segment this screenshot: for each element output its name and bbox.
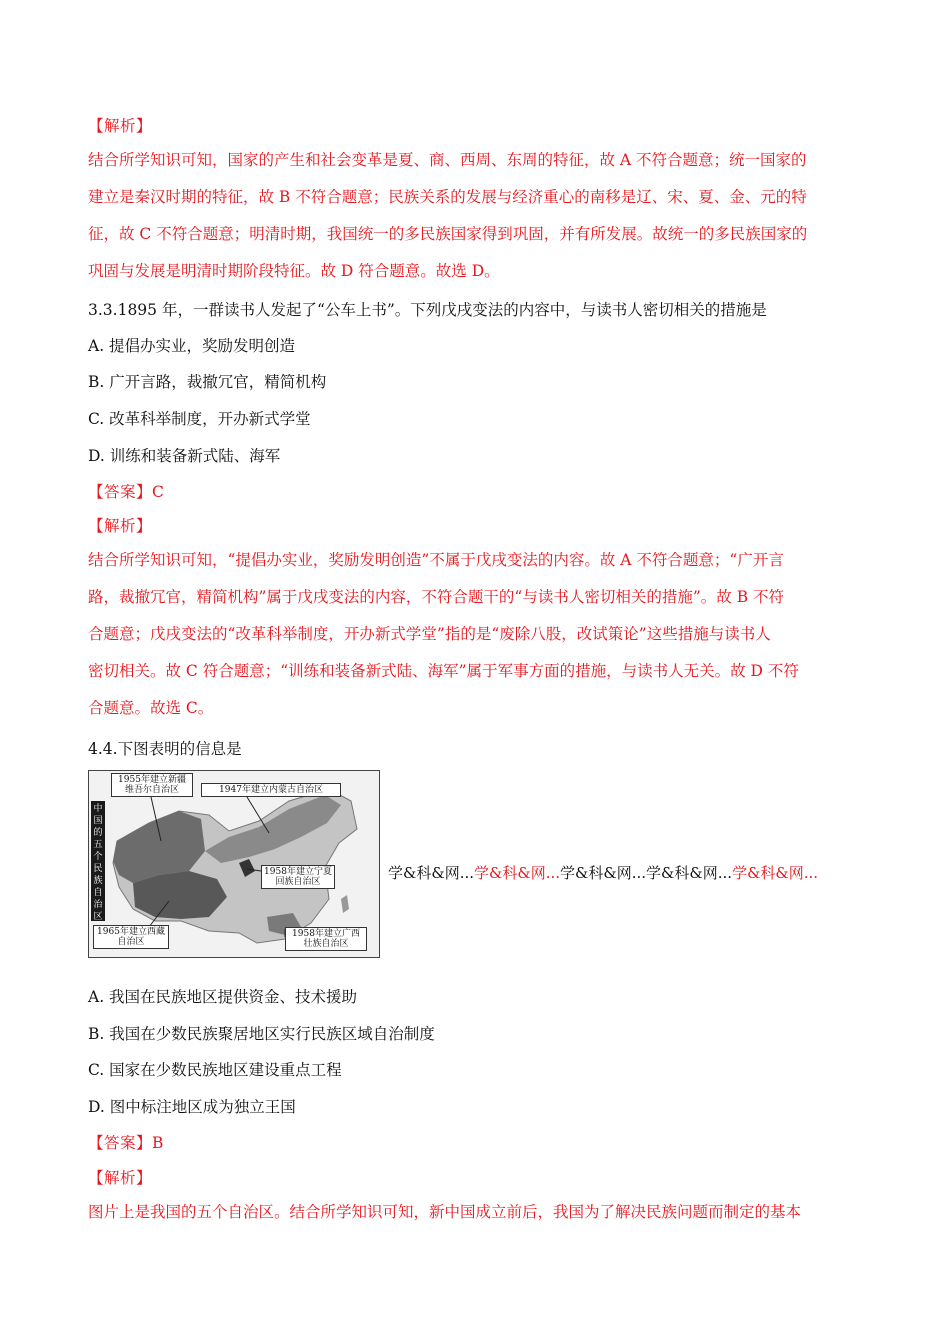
analysis-line: 巩固与发展是明清时期阶段特征。故 D 符合题意。故选 D。 [88, 262, 500, 280]
q4-answer [88, 1133, 866, 1153]
answer-label: 【答案】 [88, 1134, 153, 1152]
q3-option-c: C. 改革科举制度，开办新式学堂 [88, 410, 311, 428]
q3-option-a: A. 提倡办实业，奖励发明创造 [88, 337, 296, 355]
analysis-line: 合题意。故选 C。 [88, 699, 214, 717]
map-label-tibet: 1965年建立西藏自治区 [93, 925, 169, 949]
autonomous-regions-map [88, 770, 380, 958]
jiexi-label-4: 【解析】 [88, 1169, 153, 1187]
map-vertical-title: 中国的五个民族自治区 [93, 804, 103, 922]
watermark-text [388, 863, 818, 883]
analysis-line: 图片上是我国的五个自治区。结合所学知识可知，新中国成立前后，我国为了解决民族问题而制定的基本 [88, 1203, 802, 1221]
map-label-guangxi: 1958年建立广西壮族自治区 [285, 927, 367, 951]
analysis-line: 密切相关。故 C 符合题意；“训练和装备新式陆、海军”属于军事方面的措施，与读书人无关。故 D 不符 [88, 662, 799, 680]
q4-option-b: B. 我国在少数民族聚居地区实行民族区域自治制度 [88, 1025, 435, 1043]
analysis-paragraph-4 [88, 1194, 866, 1231]
question-4-stem: 4.4.下图表明的信息是 [88, 740, 242, 758]
analysis-line: 结合所学知识可知，“提倡办实业，奖励发明创造”不属于戊戌变法的内容。故 A 不符合题意；“广开言 [88, 551, 784, 569]
q3-answer [88, 482, 866, 502]
answer-value: B [152, 1134, 164, 1152]
watermark-segment: 学&科&网... [646, 864, 733, 882]
answer-label: 【答案】 [88, 483, 153, 501]
map-label-inner-mongolia: 1947年建立内蒙古自治区 [201, 783, 341, 797]
question-3-stem: 3.3.1895 年，一群读书人发起了“公车上书”。下列戊戌变法的内容中，与读书人密切相关的措施是 [88, 301, 767, 319]
analysis-paragraph-3 [88, 542, 866, 727]
q4-option-d: D. 图中标注地区成为独立王国 [88, 1098, 296, 1116]
analysis-paragraph-1 [88, 142, 866, 290]
q4-option-c: C. 国家在少数民族地区建设重点工程 [88, 1061, 342, 1079]
watermark-segment: 学&科&网... [474, 864, 561, 882]
q4-option-a: A. 我国在民族地区提供资金、技术援助 [88, 988, 358, 1006]
map-label-xinjiang: 1955年建立新疆维吾尔自治区 [111, 773, 193, 797]
q3-option-d: D. 训练和装备新式陆、海军 [88, 447, 281, 465]
analysis-line: 征，故 C 不符合题意；明清时期，我国统一的多民族国家得到巩固，并有所发展。故统一的多民族国家的 [88, 225, 808, 243]
watermark-segment: 学&科&网... [560, 864, 647, 882]
analysis-line: 路，裁撤冗官，精简机构”属于戊戌变法的内容，不符合题干的“与读书人密切相关的措施”。故 B 不符 [88, 588, 785, 606]
watermark-segment: 学&科&网... [388, 864, 475, 882]
jiexi-label-1: 【解析】 [88, 117, 153, 135]
analysis-line: 结合所学知识可知，国家的产生和社会变革是夏、商、西周、东周的特征，故 A 不符合题意；统一国家的 [88, 151, 807, 169]
q3-option-b: B. 广开言路，裁撤冗官，精简机构 [88, 373, 327, 391]
analysis-line: 建立是秦汉时期的特征，故 B 不符合题意；民族关系的发展与经济重心的南移是辽、宋、夏、金、元的特 [88, 188, 807, 206]
analysis-line: 合题意；戊戌变法的“改革科举制度，开办新式学堂”指的是“废除八股，改试策论”这些措施与读书人 [88, 625, 771, 643]
answer-value: C [152, 483, 164, 501]
watermark-segment: 学&科&网... [732, 864, 819, 882]
map-label-ningxia: 1958年建立宁夏回族自治区 [261, 865, 335, 889]
jiexi-label-3: 【解析】 [88, 517, 153, 535]
